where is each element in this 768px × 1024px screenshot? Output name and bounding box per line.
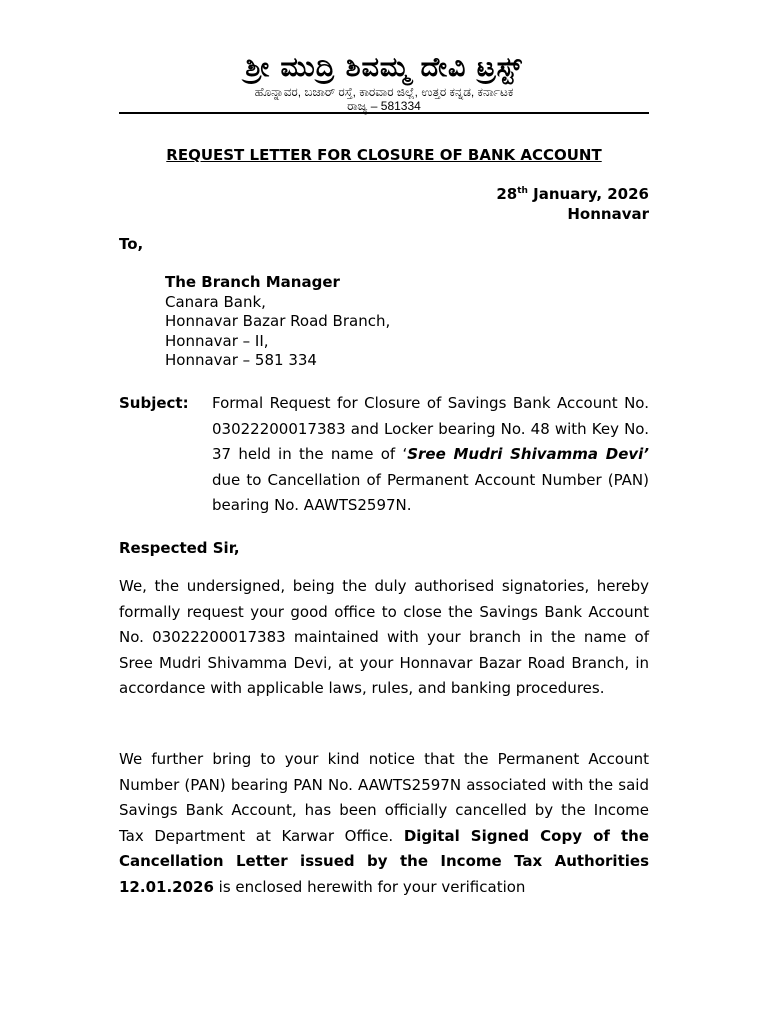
date-day: 28: [496, 185, 518, 203]
addressee-block: [165, 273, 390, 371]
body-paragraph-1: We, the undersigned, being the duly authorised signatories, hereby formally request your good office to close the Savings Bank Account No. 03022200017383 maintained with your branch in the name of Sree Mudri Shivamma Devi, at your Honnavar Bazar Road Branch, in accordance with applicable laws, rules, and banking procedures.: [119, 577, 649, 698]
subject-text-before: Formal Request for Closure of Savings Bank Account No. 03022200017383 and Locker bearing No. 48 with Key No. 37 held in the name of ‘: [212, 394, 649, 463]
addressee-line: Honnavar – II,: [165, 331, 269, 350]
paragraph2-text-after: is enclosed herewith for your verification: [213, 877, 526, 896]
letter-place: Honnavar: [567, 205, 649, 223]
subject-account-name: Sree Mudri Shivamma Devi’: [407, 445, 649, 463]
paragraph2-text-before: We further bring to your kind notice that the Permanent Account Number (PAN) bearing PAN No. AAWTS2597N associated with the said Savings Bank Account, has been officially cancelled by the Income Tax Department at Karwar Office.: [119, 750, 649, 845]
letterhead: [119, 52, 649, 113]
date-block: [119, 184, 649, 224]
letterhead-title: ಶ್ರೀ ಮುದ್ರಿ ಶಿವಮ್ಮ ದೇವಿ ಟ್ರಸ್ಟ್: [245, 52, 523, 83]
letterhead-address: [119, 85, 649, 113]
paragraph2-bold-text: Digital Signed Copy of the Cancellation Letter issued by the Income Tax Authorities 12.01.2026: [119, 826, 649, 896]
to-label: To,: [119, 235, 144, 253]
letter-heading: REQUEST LETTER FOR CLOSURE OF BANK ACCOUNT: [166, 146, 602, 164]
addressee-line: Honnavar Bazar Road Branch,: [165, 312, 391, 331]
salutation: Respected Sir,: [119, 539, 240, 557]
date-suffix: th: [517, 186, 528, 196]
date-rest: January, 2026: [527, 185, 649, 203]
letterhead-address-line1: ಹೊನ್ನಾವರ, ಬಜಾರ್ ರಸ್ತೆ, ಕಾರವಾರ ಜಿಲ್ಲೆ, ಉತ್ತರ ಕನ್ನಡ, ಕರ್ನಾಟಕ: [254, 85, 514, 99]
body-paragraph-2: [119, 747, 649, 901]
addressee-line: Canara Bank,: [165, 292, 266, 311]
letter-date: [119, 184, 649, 204]
subject-block: [119, 391, 649, 519]
letterhead-divider: [119, 112, 649, 114]
addressee-title: The Branch Manager: [165, 273, 340, 291]
addressee-line: Honnavar – 581 334: [165, 351, 317, 370]
subject-text-after: due to Cancellation of Permanent Account Number (PAN) bearing No. AAWTS2597N.: [212, 470, 649, 514]
letterhead-address-line2: ರಾಜ್ಯ – 581334: [347, 99, 421, 113]
subject-label: Subject:: [119, 394, 189, 412]
subject-text: [212, 391, 649, 519]
